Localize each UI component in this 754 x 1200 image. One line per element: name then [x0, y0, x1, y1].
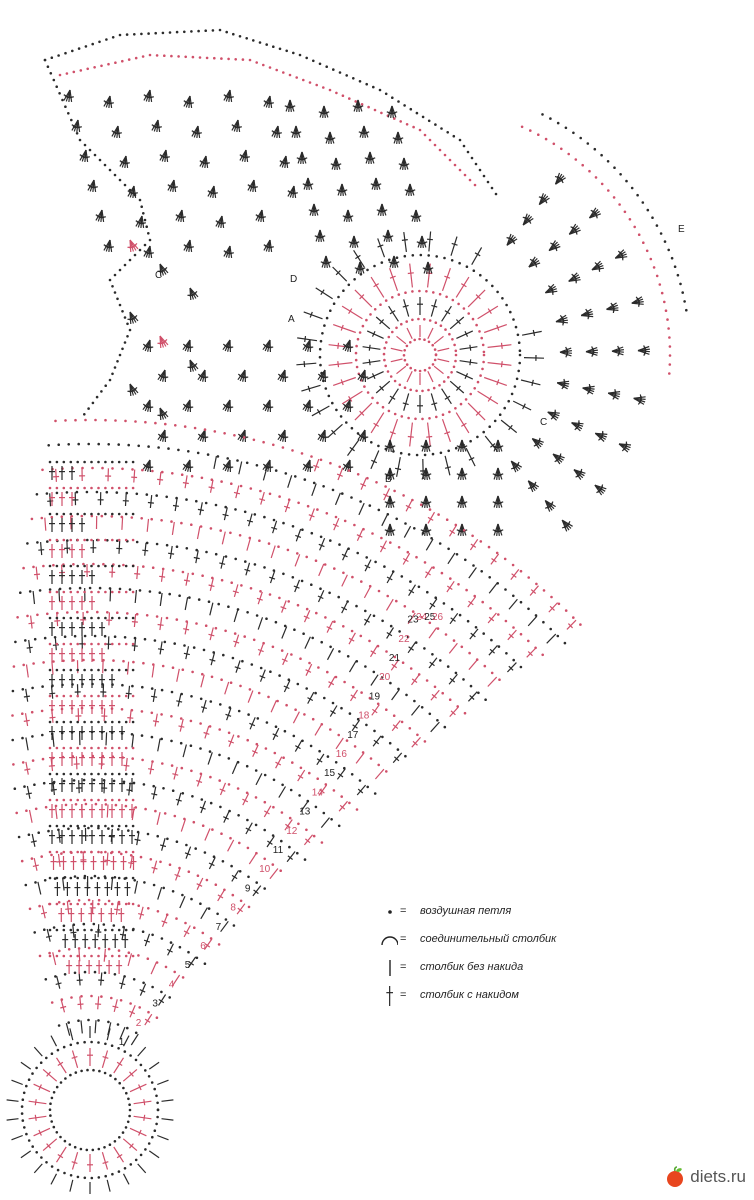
row-number: 13 [299, 806, 311, 818]
row-number: 19 [368, 691, 381, 703]
row-number: 1 [118, 1037, 125, 1048]
legend [378, 902, 618, 1014]
legend-label: воздушная петля [420, 905, 512, 917]
row-number: 4 [168, 979, 175, 991]
watermark [664, 1164, 746, 1190]
row-number: 2 [135, 1017, 142, 1029]
watermark-text: diets.ru [690, 1167, 746, 1186]
legend-equals: = [400, 989, 407, 1001]
section-letter: E [678, 224, 685, 235]
section-letter: C [155, 270, 163, 281]
row-number: 12 [286, 825, 298, 837]
legend-equals: = [400, 933, 407, 945]
legend-item-slip-stitch [378, 930, 618, 958]
slip-stitch-icon [378, 930, 398, 950]
row-number: 7 [215, 921, 222, 933]
legend-label: столбик с накидом [420, 989, 519, 1001]
legend-item-chain-stitch [378, 902, 618, 930]
legend-equals: = [400, 961, 407, 973]
chain-stitch-icon [378, 902, 398, 922]
legend-item-single-crochet [378, 958, 618, 986]
row-number: 10 [259, 864, 271, 876]
row-number: 17 [347, 729, 359, 741]
base-circle-layer [7, 1026, 174, 1194]
row-number: 3 [152, 998, 158, 1010]
row-number: 6 [200, 941, 206, 952]
section-letter: B [385, 474, 392, 485]
row-number: 18 [358, 710, 370, 722]
row-number: 15 [324, 768, 336, 780]
row-number: 26 [432, 612, 444, 623]
motif-layer [44, 29, 688, 536]
section-letters [155, 224, 685, 485]
row-number: 21 [388, 653, 401, 664]
row-number: 22 [398, 633, 410, 645]
row-number: 11 [272, 845, 284, 856]
row-number: 23 [407, 614, 419, 626]
single-crochet-icon [378, 958, 398, 978]
row-number: 8 [230, 902, 236, 914]
legend-label: столбик без накида [420, 961, 524, 973]
legend-item-double-crochet [378, 986, 618, 1014]
apple-logo-icon [664, 1166, 686, 1188]
section-letter: A [288, 314, 295, 325]
section-letter: C [540, 417, 548, 428]
section-letter: D [290, 274, 298, 285]
row-number: 24 [416, 612, 428, 623]
legend-equals: = [400, 905, 407, 917]
double-crochet-icon [378, 986, 398, 1006]
row-number: 5 [184, 960, 191, 972]
row-number: 20 [379, 672, 391, 684]
row-number: 16 [335, 749, 347, 760]
row-number: 14 [311, 787, 323, 799]
legend-label: соединительный столбик [420, 933, 557, 945]
row-number: 9 [244, 883, 251, 895]
row-number: 25 [424, 612, 436, 623]
